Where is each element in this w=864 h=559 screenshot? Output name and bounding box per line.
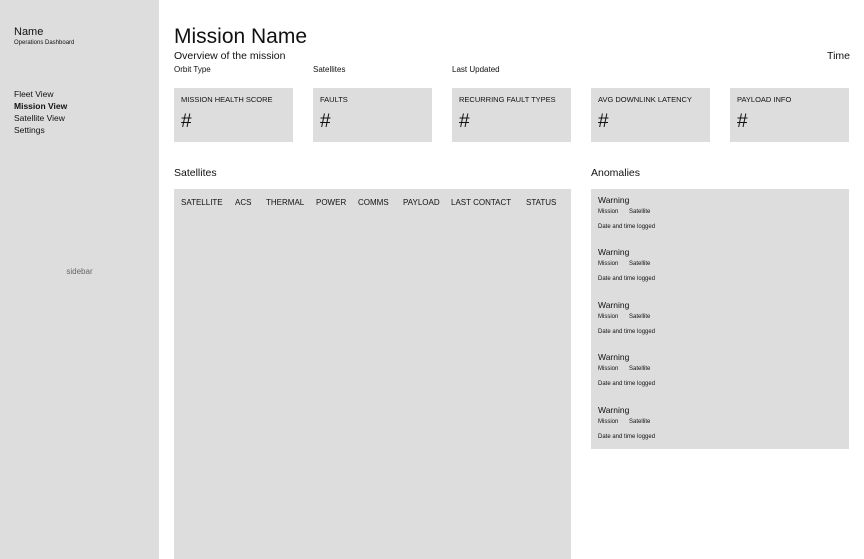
nav-item-mission-view[interactable]: Mission View [14,101,68,111]
anomaly-satellite: Satellite [629,209,651,215]
satellites-section-title: Satellites [174,167,217,179]
stat-card-payload-info [730,88,849,142]
column-header-comms[interactable]: COMMS [358,198,389,207]
stat-card-value: # [459,111,470,132]
nav-item-settings[interactable]: Settings [14,125,45,135]
anomaly-mission: Mission [598,261,619,267]
anomalies-panel [591,189,849,449]
anomaly-title: Warning [598,352,630,362]
stat-card-mission-health-score [174,88,293,142]
anomaly-date: Date and time logged [598,276,656,282]
anomaly-date: Date and time logged [598,329,656,335]
satellites-table [174,189,571,559]
column-header-payload[interactable]: PAYLOAD [403,198,440,207]
stat-card-value: # [598,111,609,132]
sidebar-placeholder-label: sidebar [66,267,93,276]
sidebar-nav [14,88,67,136]
stat-card-avg-downlink-latency [591,88,710,142]
anomaly-satellite: Satellite [629,314,651,320]
stat-card-label: MISSION HEALTH SCORE [181,95,273,104]
column-header-acs[interactable]: ACS [235,198,252,207]
anomaly-item[interactable] [598,352,838,402]
column-header-power[interactable]: POWER [316,198,347,207]
anomaly-item[interactable] [598,195,838,245]
stat-card-label: PAYLOAD INFO [737,95,792,104]
last-updated-label: Last Updated [452,65,500,74]
anomaly-mission: Mission [598,314,619,320]
anomaly-title: Warning [598,300,630,310]
anomaly-date: Date and time logged [598,224,656,230]
column-header-satellite[interactable]: SATELLITE [181,198,223,207]
stat-card-value: # [737,111,748,132]
stat-card-value: # [181,111,192,132]
nav-item-satellite-view[interactable]: Satellite View [14,113,65,123]
app-subtitle: Operations Dashboard [14,40,75,46]
sidebar [0,0,159,559]
column-header-thermal[interactable]: THERMAL [266,198,305,207]
satellites-count-label: Satellites [313,65,346,74]
anomaly-date: Date and time logged [598,381,656,387]
time-label: Time [827,50,850,62]
anomaly-mission: Mission [598,209,619,215]
anomaly-title: Warning [598,247,630,257]
column-header-status[interactable]: STATUS [526,198,557,207]
anomaly-item[interactable] [598,247,838,297]
anomaly-satellite: Satellite [629,419,651,425]
page-title: Mission Name [174,25,308,48]
stat-card-faults [313,88,432,142]
anomaly-item[interactable] [598,300,838,350]
anomaly-satellite: Satellite [629,261,651,267]
anomaly-mission: Mission [598,419,619,425]
anomaly-satellite: Satellite [629,366,651,372]
stat-card-recurring-fault-types [452,88,571,142]
stat-card-label: FAULTS [320,95,348,104]
nav-item-fleet-view[interactable]: Fleet View [14,89,54,99]
anomaly-mission: Mission [598,366,619,372]
stat-card-label: AVG DOWNLINK LATENCY [598,95,692,104]
orbit-type-label: Orbit Type [174,65,211,74]
app-name: Name [14,26,44,38]
anomaly-title: Warning [598,195,630,205]
stat-card-label: RECURRING FAULT TYPES [459,95,556,104]
anomaly-item[interactable] [598,405,838,455]
anomalies-section-title: Anomalies [591,167,641,179]
page-subtitle: Overview of the mission [174,50,286,62]
column-header-last-contact[interactable]: LAST CONTACT [451,198,512,207]
stat-card-value: # [320,111,331,132]
anomaly-title: Warning [598,405,630,415]
anomaly-date: Date and time logged [598,434,656,440]
